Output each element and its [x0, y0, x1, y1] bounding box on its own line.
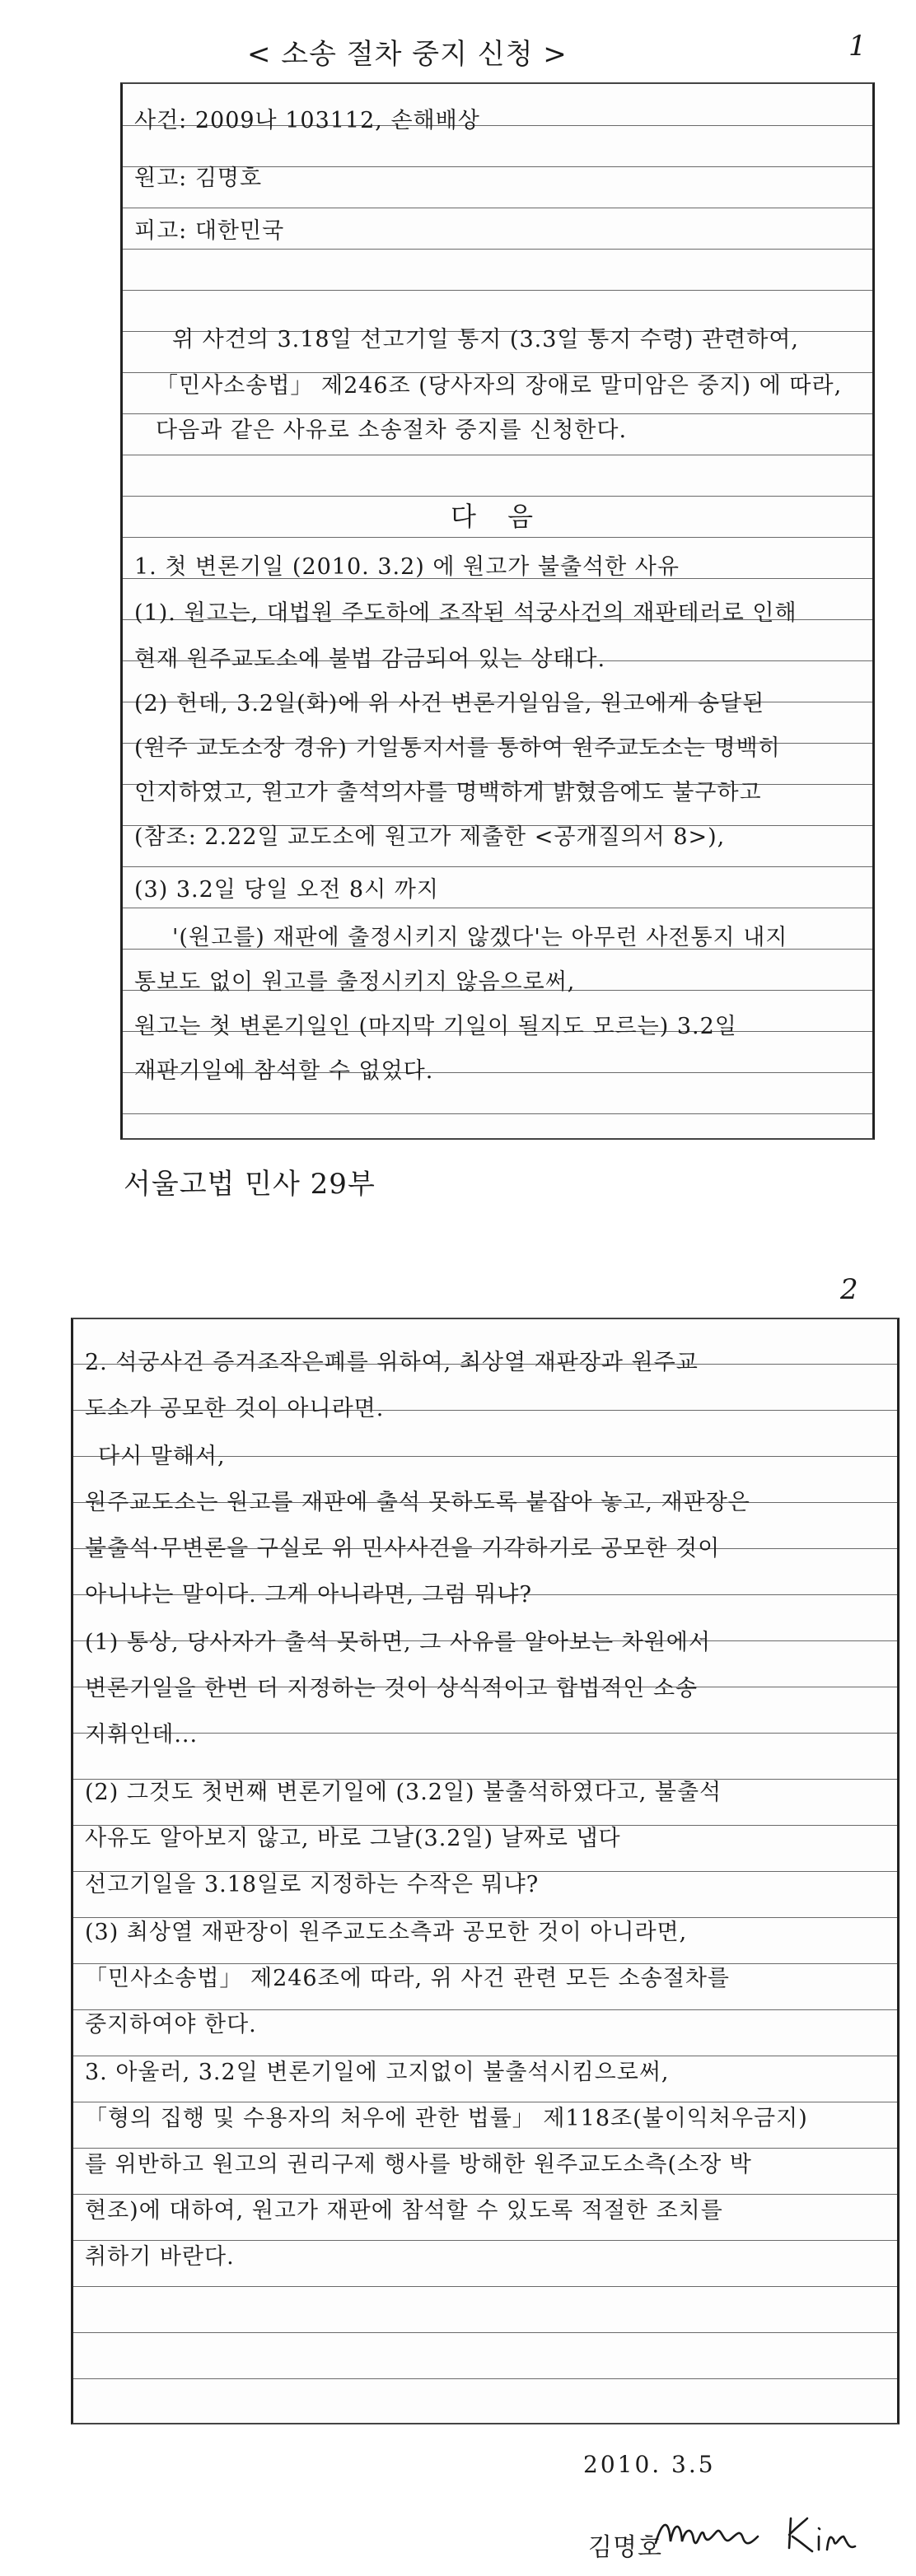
list-item: (1) 통상, 당사자가 출석 못하면, 그 사유를 알아보는 차원에서: [85, 1630, 711, 1655]
list-item: 취하기 바란다.: [85, 2244, 235, 2270]
list-item: 지휘인데...: [85, 1722, 199, 1748]
lined-sheet-1: [120, 82, 875, 1140]
signer-name: 김명호: [588, 2533, 662, 2562]
list-item: 다시 말해서,: [98, 1444, 226, 1469]
case-number-line: 사건: 2009나 103112, 손해배상: [134, 108, 480, 133]
list-item: (2) 헌데, 3.2일(화)에 위 사건 변론기일임을, 원고에게 송달된: [134, 691, 765, 716]
list-item: 사유도 알아보지 않고, 바로 그날(3.2일) 날짜로 냅다: [85, 1826, 621, 1851]
signature-mark: [651, 2504, 873, 2561]
list-item: 인지하였고, 원고가 출석의사를 명백하게 밝혔음에도 불구하고: [134, 780, 762, 805]
document-date: 2010. 3.5: [583, 2451, 716, 2478]
body-line: 「민사소송법」 제246조 (당사자의 장애로 말미암은 중지) 에 따라,: [156, 373, 843, 399]
list-item: (원주 교도소장 경유) 기일통지서를 통하여 원주교도소는 명백히: [134, 735, 781, 761]
list-item: (3) 3.2일 당일 오전 8시 까지: [134, 877, 439, 903]
list-item: 현조)에 대하여, 원고가 재판에 참석할 수 있도록 적절한 조치를: [85, 2198, 723, 2224]
list-item: 원주교도소는 원고를 재판에 출석 못하도록 붙잡아 놓고, 재판장은: [85, 1490, 750, 1515]
page-number-2: 2: [840, 1273, 859, 1306]
section-heading-next: 다 음: [451, 501, 544, 532]
list-item: 「형의 집행 및 수용자의 처우에 관한 법률」 제118조(불이익처우금지): [85, 2106, 808, 2131]
body-line: 위 사건의 3.18일 선고기일 통지 (3.3일 통지 수령) 관련하여,: [172, 327, 800, 352]
list-item: 선고기일을 3.18일로 지정하는 수작은 뭐냐?: [85, 1872, 540, 1897]
list-item: 통보도 없이 원고를 출정시키지 않음으로써,: [134, 969, 576, 995]
list-item: (3) 최상열 재판장이 원주교도소측과 공모한 것이 아니라면,: [85, 1920, 688, 1945]
list-item: 1. 첫 변론기일 (2010. 3.2) 에 원고가 불출석한 사유: [134, 554, 680, 580]
court-note: 서울고법 민사 29부: [124, 1168, 376, 1201]
list-item: 2. 석궁사건 증거조작은폐를 위하여, 최상열 재판장과 원주교: [85, 1350, 699, 1375]
list-item: 재판기일에 참석할 수 없었다.: [134, 1058, 434, 1084]
list-item: 중지하여야 한다.: [85, 2012, 257, 2037]
list-item: 현재 원주교도소에 불법 감금되어 있는 상태다.: [134, 646, 606, 672]
list-item: (참조: 2.22일 교도소에 원고가 제출한 <공개질의서 8>),: [134, 824, 726, 850]
list-item: (2) 그것도 첫번째 변론기일에 (3.2일) 불출석하였다고, 불출석: [85, 1780, 722, 1805]
list-item: 불출석·무변론을 구실로 위 민사사건을 기각하기로 공모한 것이: [85, 1536, 721, 1561]
plaintiff-line: 원고: 김명호: [134, 166, 263, 191]
list-item: 3. 아울러, 3.2일 변론기일에 고지없이 불출석시킴으로써,: [85, 2060, 670, 2085]
list-item: 아니냐는 말이다. 그게 아니라면, 그럼 뭐냐?: [85, 1582, 532, 1608]
defendant-line: 피고: 대한민국: [134, 218, 285, 244]
list-item: 「민사소송법」 제246조에 따라, 위 사건 관련 모든 소송절차를: [85, 1966, 730, 1991]
list-item: 를 위반하고 원고의 권리구제 행사를 방해한 원주교도소측(소장 박: [85, 2152, 752, 2177]
list-item: 변론기일을 한번 더 지정하는 것이 상식적이고 합법적인 소송: [85, 1676, 699, 1701]
list-item: '(원고를) 재판에 출정시키지 않겠다'는 아무런 사전통지 내지: [172, 925, 788, 950]
body-line: 다음과 같은 사유로 소송절차 중지를 신청한다.: [156, 418, 628, 443]
lined-sheet-2: [71, 1318, 900, 2424]
page-number-1: 1: [848, 30, 867, 63]
list-item: 원고는 첫 변론기일인 (마지막 기일이 될지도 모르는) 3.2일: [134, 1014, 737, 1039]
list-item: 도소가 공모한 것이 아니라면.: [85, 1396, 385, 1421]
list-item: (1). 원고는, 대법원 주도하에 조작된 석궁사건의 재판테러로 인해: [134, 600, 797, 626]
document-title: < 소송 절차 중지 신청 >: [247, 38, 568, 71]
